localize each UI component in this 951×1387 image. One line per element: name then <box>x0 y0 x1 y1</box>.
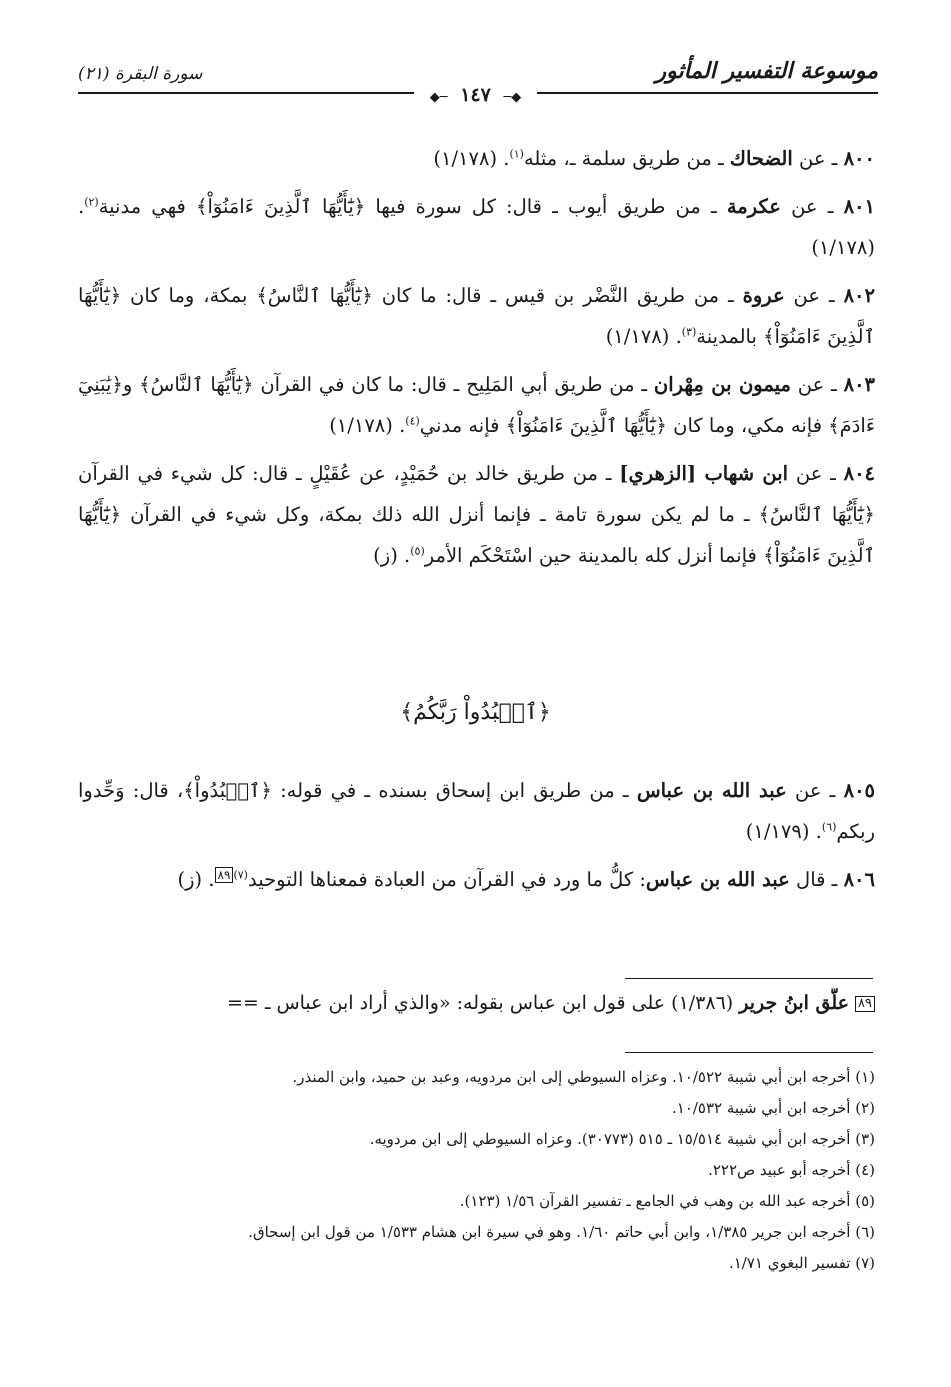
commentary-note <box>78 988 875 1018</box>
text: ـ من طريق أيوب ـ قال: كل سورة فيها <box>365 195 727 218</box>
page-number: ١٤٧ <box>460 84 491 106</box>
entry-number: ٨٠٣ <box>843 373 876 396</box>
text: ـ من طريق ابن إسحاق بسنده ـ في قوله: <box>271 779 637 802</box>
commentary-box-number: ٨٩ <box>855 996 875 1012</box>
source-ref: (١/١٧٨) <box>433 147 498 170</box>
text: ـ عن <box>780 195 834 218</box>
text: . <box>397 544 411 567</box>
entry-805 <box>78 770 875 852</box>
entry-number: ٨٠٢ <box>843 284 875 307</box>
surah-label: سورة البقرة (٢١) <box>78 64 203 84</box>
text: ـ عن <box>784 284 835 307</box>
entry-number: ٨٠٦ <box>843 868 875 891</box>
quran-quote: ﴿يَٰبَنِيٓ ءَادَمَ﴾ <box>78 373 875 437</box>
footnote-7: (٧) تفسير البغوي ١/٧١. <box>728 1254 875 1272</box>
footnote-ref[interactable]: (٧) <box>233 868 248 882</box>
section-heading: ﴿ٱعۡبُدُواْ رَبَّكُمُ﴾ <box>400 700 551 725</box>
footnote-ref[interactable]: (١) <box>509 147 524 161</box>
footnote-ref[interactable]: (٥) <box>410 544 425 558</box>
quran-quote: ﴿ٱعۡبُدُواْ﴾ <box>183 779 272 802</box>
commentary-ref-box[interactable]: ٨٩ <box>215 867 234 883</box>
page-number-wrap <box>0 84 951 106</box>
text: ـ عن <box>792 147 838 170</box>
text: ـ من طريق أبي المَلِيح ـ قال: ما كان في القرآن <box>253 373 654 396</box>
text: ـ عن <box>790 373 837 396</box>
commentary-lead: علَّق ابنُ جرير <box>739 992 849 1014</box>
quran-quote: ﴿يَٰٓأَيُّهَا ٱلَّذِينَ ءَامَنُوٓاْ﴾ <box>196 195 366 218</box>
separator-rule <box>625 978 873 979</box>
footnote-4: (٤) أخرجه أبو عبيد ص٢٢٢. <box>708 1161 875 1179</box>
text: ، قال: وَحِّدوا ربكم <box>78 779 875 843</box>
narrator: عبد الله بن عباس <box>645 868 790 891</box>
footnote-rule <box>625 1052 873 1053</box>
footnote-ref[interactable]: (٦) <box>821 820 837 834</box>
quran-quote: ﴿يَٰٓأَيُّهَا ٱلَّذِينَ ءَامَنُوٓاْ﴾ <box>505 414 667 437</box>
text: ـ من طريق خالد بن حُمَيْدٍ، عن عُقَيْلٍ ـ قال: كل شيء في القرآن <box>78 462 620 485</box>
footnote-1: (١) أخرجه ابن أبي شيبة ١٠/٥٢٢. وعزاه السيوطي إلى ابن مردويه، وعبد بن حميد، وابن المنذر. <box>292 1068 875 1086</box>
source-ref: (ز) <box>177 868 203 891</box>
entry-806 <box>78 859 875 900</box>
text: ـ من طريق سلمة ـ، مثله <box>523 147 730 170</box>
entry-803 <box>78 364 875 446</box>
page-number-block <box>414 84 538 106</box>
footnotes <box>78 1062 875 1279</box>
text: فإنه مدني <box>419 414 506 437</box>
footnote-ref[interactable]: (٣) <box>681 325 697 339</box>
entry-800 <box>78 138 875 179</box>
footnote-ref[interactable]: (٢) <box>84 195 99 209</box>
main-text <box>78 138 875 583</box>
text: ـ من طريق النَّضْر بن قيس ـ قال: ما كان <box>372 284 743 307</box>
quran-quote: ﴿يَٰٓأَيُّهَا ٱلنَّاسُ﴾ <box>256 284 373 307</box>
book-title: موسوعة التفسير المأثور <box>655 58 878 84</box>
ornament-left-icon: ─◆ <box>429 90 448 105</box>
quran-quote: ﴿يَٰٓأَيُّهَا ٱلَّذِينَ ءَامَنُوٓاْ﴾ <box>78 284 875 348</box>
text: . <box>669 325 682 348</box>
text: ـ ما لم يكن سورة تامة ـ فإنما أنزل الله ذلك بمكة، وكل شيء في القرآن <box>121 503 759 526</box>
footnote-6: (٦) أخرجه ابن جرير ١/٣٨٥، وابن أبي حاتم ١/٦٠. وهو في سيرة ابن هشام ١/٥٣٣ من قول ابن إسحاق. <box>248 1223 875 1241</box>
text: : كلُّ ما ورد في القرآن من العبادة فمعناها التوحيد <box>247 868 646 891</box>
narrator: الضحاك <box>729 147 793 170</box>
text: . <box>202 868 215 891</box>
narrator: عبد الله بن عباس <box>636 779 787 802</box>
narrator: عكرمة <box>726 195 781 218</box>
text: بالمدينة <box>696 325 764 348</box>
footnote-2: (٢) أخرجه ابن أبي شيبة ١٠/٥٣٢. <box>671 1099 875 1117</box>
source-ref: (١/١٧٨) <box>329 414 393 437</box>
entry-number: ٨٠٤ <box>843 462 876 485</box>
entry-804 <box>78 453 875 576</box>
source-ref: (١/١٧٨) <box>605 325 670 348</box>
entry-number: ٨٠٠ <box>843 147 875 170</box>
quran-quote: ﴿يَٰٓأَيُّهَا ٱلَّذِينَ ءَامَنُوٓاْ﴾ <box>78 503 875 567</box>
quran-quote: ﴿يَٰٓأَيُّهَا ٱلنَّاسُ﴾ <box>758 503 875 526</box>
text: فإنما أنزل كله بالمدينة حين اسْتَحْكَم الأمر <box>424 544 764 567</box>
text: بمكة، وما كان <box>121 284 257 307</box>
commentary-text: (١/٣٨٦) على قول ابن عباس بقوله: «والذي أراد ابن عباس ـ == <box>226 992 740 1014</box>
ornament-right-icon: ◆─ <box>503 90 522 105</box>
quran-quote: ﴿يَٰٓأَيُّهَا ٱلنَّاسُ﴾ <box>139 373 254 396</box>
text: و <box>122 373 140 396</box>
narrator: عروة <box>742 284 785 307</box>
source-ref: (١/١٧٩) <box>745 820 810 843</box>
text: ـ عن <box>786 779 836 802</box>
source-ref: (١/١٧٨) <box>811 236 875 259</box>
text: . <box>497 147 510 170</box>
text: ـ عن <box>788 462 836 485</box>
narrator: ميمون بن مِهْران <box>653 373 791 396</box>
entry-801 <box>78 186 875 268</box>
main-text-2 <box>78 770 875 907</box>
footnote-ref[interactable]: (٤) <box>405 414 420 428</box>
text: . <box>78 195 85 218</box>
entry-802 <box>78 275 875 357</box>
text: فهي مدنية <box>98 195 197 218</box>
narrator: ابن شهاب [الزهري] <box>619 462 789 485</box>
entry-number: ٨٠١ <box>843 195 875 218</box>
footnote-3: (٣) أخرجه ابن أبي شيبة ١٥/٥١٤ ـ ٥١٥ (٣٠٧٧٣). وعزاه السيوطي إلى ابن مردويه. <box>369 1130 875 1148</box>
text: . <box>392 414 406 437</box>
entry-number: ٨٠٥ <box>843 779 876 802</box>
text: . <box>809 820 822 843</box>
text: فإنه مكي، وما كان <box>666 414 829 437</box>
source-ref: (ز) <box>373 544 398 567</box>
text: ـ قال <box>789 868 838 891</box>
footnote-5: (٥) أخرجه عبد الله بن وهب في الجامع ـ تفسير القرآن ١/٥٦ (١٢٣). <box>459 1192 875 1210</box>
